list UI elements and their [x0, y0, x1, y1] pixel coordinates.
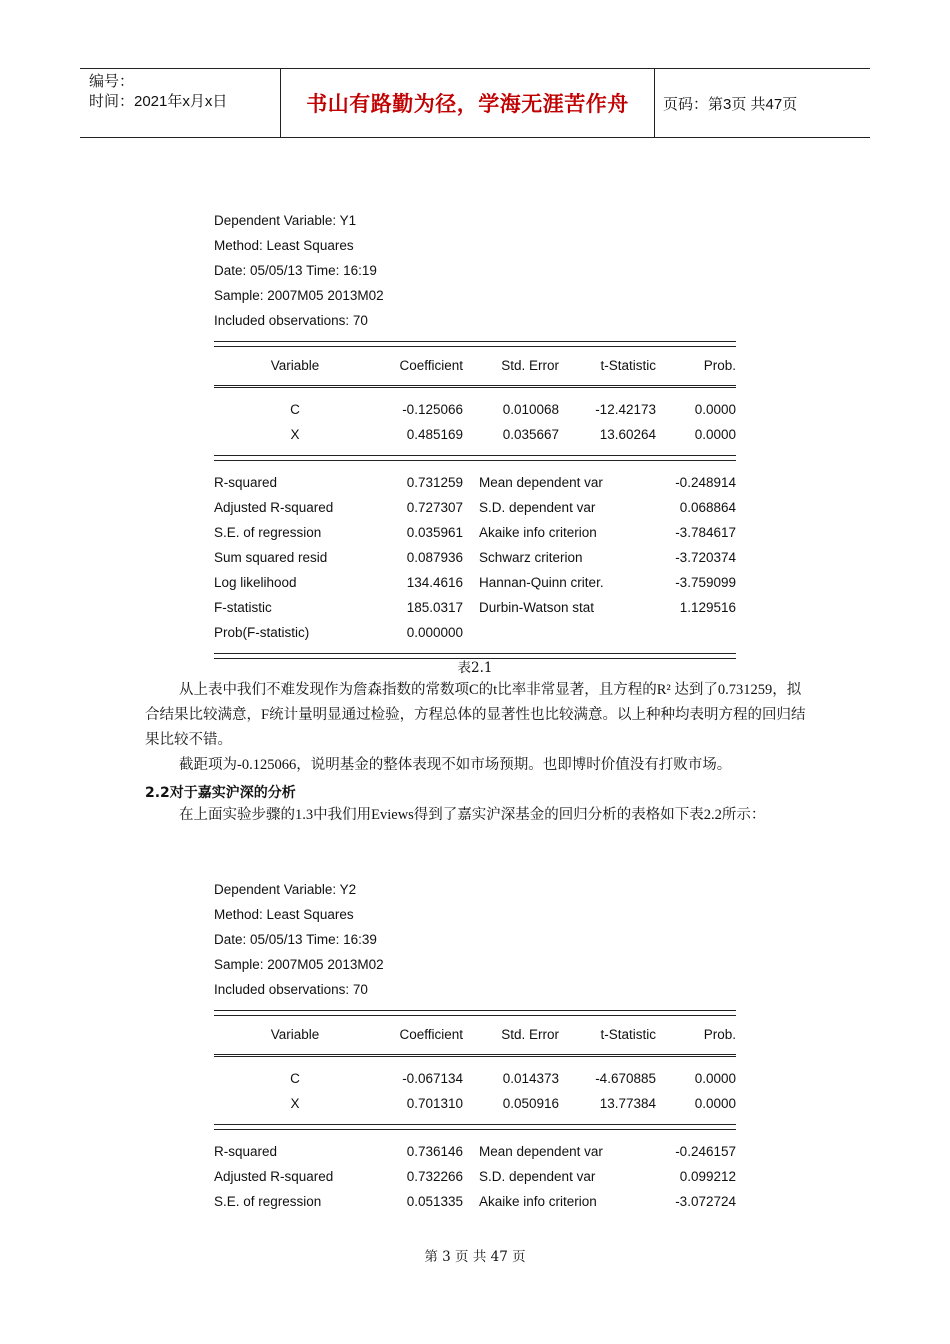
- table-meta: [214, 877, 736, 1002]
- stat-label: Durbin-Watson stat: [479, 600, 595, 615]
- stat-row: [214, 1139, 736, 1164]
- spacer: [214, 461, 736, 470]
- time-label: 时间：2021年x月x日: [89, 93, 228, 110]
- column-header: Variable: [270, 358, 320, 373]
- regression-table-2: [214, 877, 736, 1214]
- stat-label: S.D. dependent var: [479, 500, 596, 515]
- meta-line: Sample: 2007M05 2013M02: [214, 957, 384, 972]
- meta-line: Dependent Variable: Y1: [214, 213, 357, 228]
- spacer: [463, 495, 479, 520]
- table-cell: C: [290, 1071, 300, 1086]
- column-header: Coefficient: [399, 1027, 463, 1042]
- stat-label: Akaike info criterion: [479, 1194, 597, 1209]
- table-cell: 0.035667: [502, 427, 559, 442]
- stat-value: 134.4616: [406, 575, 463, 590]
- column-header: Variable: [270, 1027, 320, 1042]
- stat-value: 185.0317: [406, 600, 463, 615]
- stat-value: -3.784617: [675, 525, 736, 540]
- table-cell: 0.0000: [694, 1096, 736, 1111]
- stat-row: [214, 1189, 736, 1214]
- meta-line: Date: 05/05/13 Time: 16:19: [214, 263, 377, 278]
- stat-value: 0.068864: [679, 500, 736, 515]
- table-cell: -12.42173: [595, 402, 656, 417]
- spacer: [214, 645, 736, 653]
- header-motto: 书山有路勤为径，学海无涯苦作舟: [281, 69, 655, 137]
- stat-label: Sum squared resid: [214, 550, 328, 565]
- table-meta: [214, 208, 736, 333]
- stat-label: Mean dependent var: [479, 475, 603, 490]
- spacer: [463, 620, 479, 645]
- meta-line: Date: 05/05/13 Time: 16:39: [214, 932, 377, 947]
- spacer: [214, 1130, 736, 1139]
- stat-value: -3.072724: [675, 1194, 736, 1209]
- table-cell: -0.067134: [402, 1071, 463, 1086]
- page-footer: 第 3 页 共 47 页: [424, 1249, 526, 1265]
- stat-row: [214, 570, 736, 595]
- header-page-label: 页码：第3页 共47页: [663, 95, 798, 113]
- table-cell: -4.670885: [595, 1071, 656, 1086]
- spacer: [463, 1139, 479, 1164]
- table-row: [214, 1091, 736, 1116]
- stat-label: Log likelihood: [214, 575, 297, 590]
- spacer: [463, 570, 479, 595]
- paragraph-1: [145, 678, 810, 753]
- spacer: [214, 1057, 736, 1066]
- table-cell: 0.0000: [694, 402, 736, 417]
- spacer: [214, 388, 736, 397]
- stat-value: -0.246157: [675, 1144, 736, 1159]
- stat-row: [214, 545, 736, 570]
- table-cell: 0.014373: [502, 1071, 559, 1086]
- column-header: Prob.: [703, 358, 736, 373]
- stat-row: [214, 1164, 736, 1189]
- spacer: [214, 1002, 736, 1010]
- spacer: [463, 520, 479, 545]
- stat-value: 0.099212: [679, 1169, 736, 1184]
- stat-label: Akaike info criterion: [479, 525, 597, 540]
- column-header: t-Statistic: [600, 358, 656, 373]
- page-header: [80, 68, 870, 138]
- stat-value: 0.736146: [406, 1144, 463, 1159]
- meta-line: Dependent Variable: Y2: [214, 882, 357, 897]
- paragraph-2-text: 截距项为-0.125066，说明基金的整体表现不如市场预期。也即博时价值没有打败市场。: [179, 757, 732, 773]
- table-cell: 0.010068: [502, 402, 559, 417]
- paragraph-1-text: 从上表中我们不难发现作为詹森指数的常数项C的t比率非常显著，且方程的R² 达到了0.731259，拟合结果比较满意，F统计量明显通过检验，方程总体的显著性也比较满意。以上种种均表明方程的回归结果比较不错。: [145, 682, 806, 748]
- stat-value: [649, 620, 736, 645]
- stat-row: [214, 520, 736, 545]
- spacer: [463, 595, 479, 620]
- stat-label: Prob(F-statistic): [214, 625, 310, 640]
- stat-value: 1.129516: [679, 600, 736, 615]
- stat-value: 0.732266: [406, 1169, 463, 1184]
- stat-label: Hannan-Quinn criter.: [479, 575, 604, 590]
- paragraph-2: [145, 753, 810, 778]
- stat-row: [214, 620, 736, 645]
- stat-label: F-statistic: [214, 600, 272, 615]
- spacer: [214, 333, 736, 341]
- column-header: Std. Error: [501, 358, 559, 373]
- stat-value: 0.035961: [406, 525, 463, 540]
- table-header-row: [214, 347, 736, 385]
- table-caption-1: 表2.1: [457, 660, 493, 676]
- stat-value: 0.727307: [406, 500, 463, 515]
- table-cell: C: [290, 402, 300, 417]
- paragraph-3: [145, 803, 810, 828]
- meta-line: Included observations: 70: [214, 982, 368, 997]
- spacer: [463, 1164, 479, 1189]
- stat-value: 0.731259: [406, 475, 463, 490]
- stat-value: 0.000000: [406, 625, 463, 640]
- table-row: [214, 397, 736, 422]
- table-cell: 13.77384: [599, 1096, 656, 1111]
- table-cell: 0.701310: [406, 1096, 463, 1111]
- table-row: [214, 1066, 736, 1091]
- stat-label: R-squared: [214, 475, 278, 490]
- stat-label: S.E. of regression: [214, 1194, 322, 1209]
- stat-value: 0.087936: [406, 550, 463, 565]
- column-header: Std. Error: [501, 1027, 559, 1042]
- spacer: [463, 1189, 479, 1214]
- paragraph-3-text: 在上面实验步骤的1.3中我们用Eviews得到了嘉实沪深基金的回归分析的表格如下表2.2所示：: [179, 807, 766, 823]
- stat-label: Adjusted R-squared: [214, 1169, 334, 1184]
- table-cell: -0.125066: [402, 402, 463, 417]
- stat-value: -3.720374: [675, 550, 736, 565]
- spacer: [463, 470, 479, 495]
- table-row: [214, 422, 736, 447]
- table-cell: 0.485169: [406, 427, 463, 442]
- stat-label: R-squared: [214, 1144, 278, 1159]
- code-label: 编号：: [89, 73, 135, 90]
- meta-line: Sample: 2007M05 2013M02: [214, 288, 384, 303]
- table-header-row: [214, 1016, 736, 1054]
- table-cell: X: [290, 1096, 300, 1111]
- column-header: Prob.: [703, 1027, 736, 1042]
- meta-line: Method: Least Squares: [214, 238, 354, 253]
- meta-line: Included observations: 70: [214, 313, 368, 328]
- stat-label: Mean dependent var: [479, 1144, 603, 1159]
- stat-label: S.E. of regression: [214, 525, 322, 540]
- stat-value: -0.248914: [675, 475, 736, 490]
- column-header: Coefficient: [399, 358, 463, 373]
- stat-label: [479, 620, 649, 645]
- table-cell: 0.050916: [502, 1096, 559, 1111]
- stat-row: [214, 595, 736, 620]
- stat-value: -3.759099: [675, 575, 736, 590]
- section-heading: 2.2对于嘉实沪深的分析: [145, 785, 296, 801]
- stat-row: [214, 470, 736, 495]
- stat-value: 0.051335: [406, 1194, 463, 1209]
- spacer: [214, 447, 736, 455]
- stat-label: Adjusted R-squared: [214, 500, 334, 515]
- stat-label: Schwarz criterion: [479, 550, 583, 565]
- regression-table-1: [214, 208, 736, 659]
- table-cell: 0.0000: [694, 1071, 736, 1086]
- spacer: [214, 1116, 736, 1124]
- spacer: [463, 545, 479, 570]
- stat-row: [214, 495, 736, 520]
- table-cell: X: [290, 427, 300, 442]
- column-header: t-Statistic: [600, 1027, 656, 1042]
- stat-label: S.D. dependent var: [479, 1169, 596, 1184]
- meta-line: Method: Least Squares: [214, 907, 354, 922]
- table-cell: 0.0000: [694, 427, 736, 442]
- header-info-cell: [80, 69, 281, 137]
- table-cell: 13.60264: [599, 427, 656, 442]
